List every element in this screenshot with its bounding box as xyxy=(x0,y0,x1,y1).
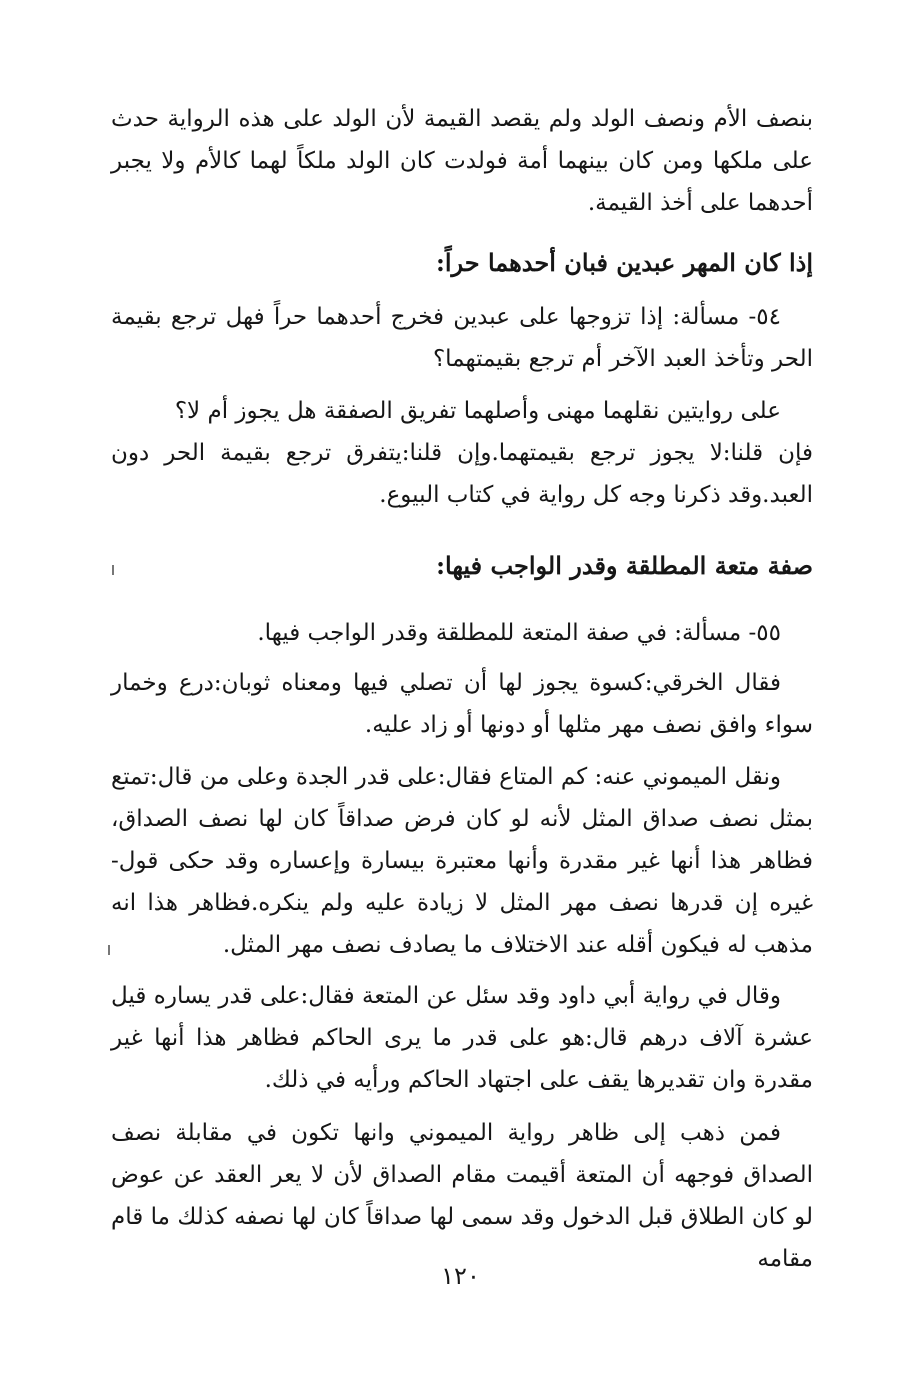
paragraph-khiraqi: فقال الخرقي:كسوة يجوز لها أن تصلي فيها ومعناه ثوبان:درع وخمار سواء وافق نصف مهر مثلها أو دونها أو زاد عليه. xyxy=(111,670,813,738)
issue-55: ٥٥- مسألة: في صفة المتعة للمطلقة وقدر الواجب فيها. xyxy=(257,620,781,646)
paragraph-continuation: بنصف الأم ونصف الولد ولم يقصد القيمة لأن الولد على هذه الرواية حدث على ملكها ومن كان بينهما أمة فولدت كان الولد ملكاً لهما كالأم ولا يجبر أحدهما على أخذ القيمة. xyxy=(111,106,813,216)
paragraph-maymuni: ونقل الميموني عنه: كم المتاع فقال:على قدر الجدة وعلى من قال:تمتع بمثل نصف صداق المثل لأنه لو كان فرض صداقاً كان لها نصف الصداق، فظاهر هذا أنها غير مقدرة وأنها معتبرة بيسارة وإعساره وقد حكى قول- غيره إن قدرها نصف مهر المثل لا زيادة عليه ولم ينكره.فظاهر هذا انه مذهب له فيكون أقله عند الاختلاف ما يصادف نصف مهر المثل. xyxy=(111,764,813,958)
paragraph-abu-dawud: وقال في رواية أبي داود وقد سئل عن المتعة فقال:على قدر يساره قيل عشرة آلاف درهم قال:هو على قدر ما يرى الحاكم فظاهر هذا أنها غير مقدرة وان تقديرها يقف على اجتهاد الحاكم ورأيه في ذلك. xyxy=(111,983,813,1093)
paragraph-two-narrations: على روايتين نقلهما مهنى وأصلهما تفريق الصفقة هل يجوز أم لا؟ xyxy=(174,398,781,424)
paragraph-ruling: فإن قلنا:لا يجوز ترجع بقيمتهما.وإن قلنا:يتفرق ترجع بقيمة الحر دون العبد.وقد ذكرنا وجه كل رواية في كتاب البيوع. xyxy=(111,440,813,508)
section-heading-mutah: صفة متعة المطلقة وقدر الواجب فيها: xyxy=(436,551,813,580)
paragraph-final: فمن ذهب إلى ظاهر رواية الميموني وانها تكون في مقابلة نصف الصداق فوجهه أن المتعة أقيمت مقام الصداق لأن لا يعر العقد عن عوض لو كان الطلاق قبل الدخول وقد سمى لها صداقاً كان لها نصفه كذلك ما قام مقامه xyxy=(111,1120,813,1272)
scan-mark xyxy=(108,945,110,955)
page-number: ١٢٠ xyxy=(441,1262,480,1290)
issue-54: ٥٤- مسألة: إذا تزوجها على عبدين فخرج أحدهما حراً فهل ترجع بقيمة الحر وتأخذ العبد الآخر أم ترجع بقيمتهما؟ xyxy=(111,304,813,372)
scan-mark xyxy=(112,565,114,575)
section-heading-mahr: إذا كان المهر عبدين فبان أحدهما حراً: xyxy=(436,248,813,277)
